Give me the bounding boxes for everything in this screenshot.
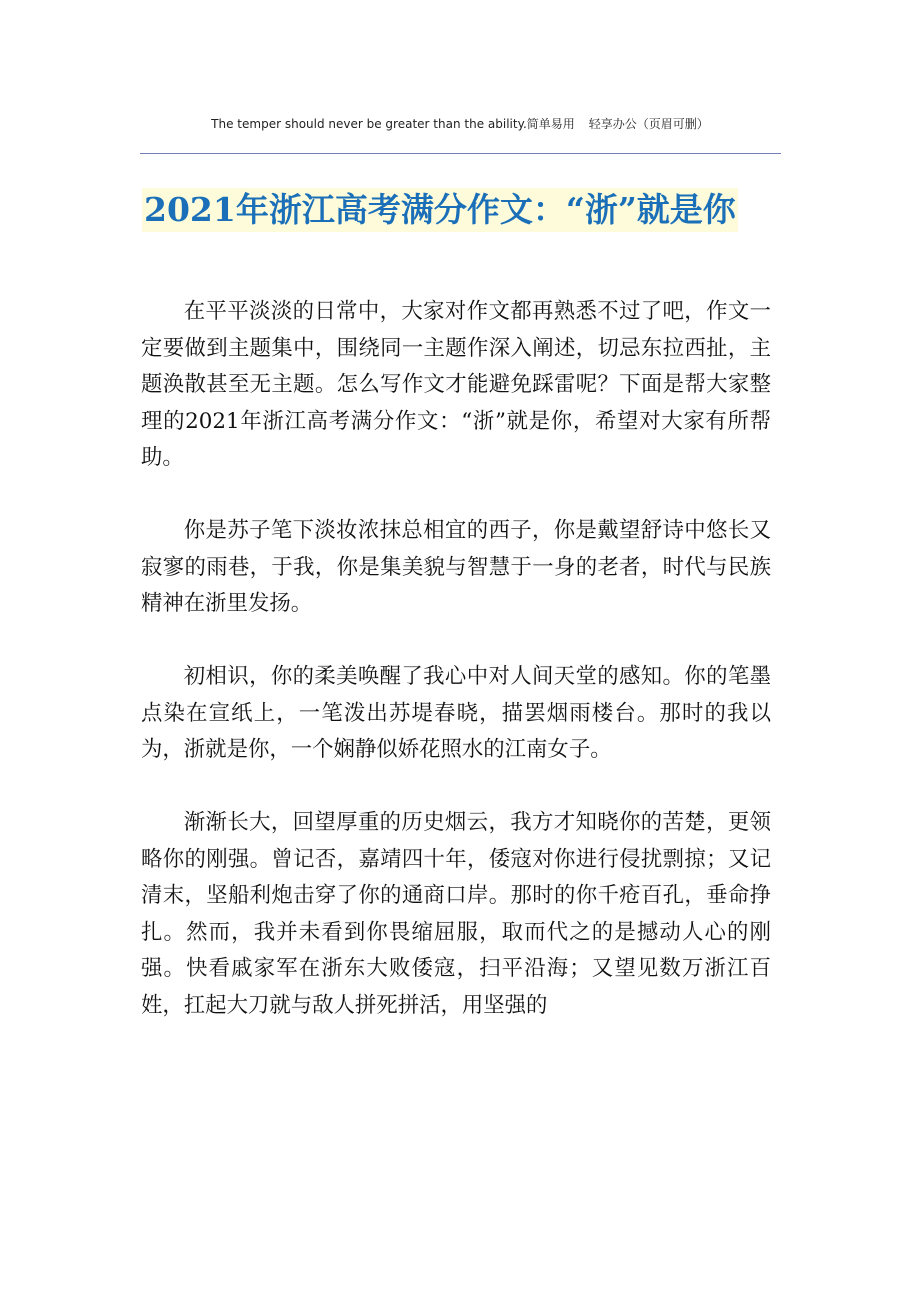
document-body	[141, 294, 771, 1061]
body-paragraph-4: 渐渐长大，回望厚重的历史烟云，我方才知晓你的苦楚，更领略你的刚强。曾记否，嘉靖四十年，倭寇对你进行侵扰剽掠；又记清末，坚船利炮击穿了你的通商口岸。那时的你千疮百孔，垂命挣扎。然而，我并未看到你畏缩屈服，取而代之的是撼动人心的刚强。快看戚家军在浙东大败倭寇，扫平沿海；又望见数万浙江百姓，扛起大刀就与敌人拼死拼活，用坚强的	[141, 810, 771, 1018]
header-motto: The temper should never be greater than the ability.	[211, 117, 527, 131]
body-paragraph-1: 在平平淡淡的日常中，大家对作文都再熟悉不过了吧，作文一定要做到主题集中，围绕同一主题作深入阐述，切忌东拉西扯，主题涣散甚至无主题。怎么写作文才能避免踩雷呢？下面是帮大家整理的2021年浙江高考满分作文：“浙”就是你，希望对大家有所帮助。	[141, 299, 771, 470]
body-paragraph-3: 初相识，你的柔美唤醒了我心中对人间天堂的感知。你的笔墨点染在宣纸上，一笔泼出苏堤春晓，描罢烟雨楼台。那时的我以为，浙就是你，一个娴静似娇花照水的江南女子。	[141, 664, 771, 762]
header-divider	[140, 153, 781, 154]
header-tagline-1: 简单易用	[526, 117, 575, 131]
page-header	[140, 115, 780, 132]
body-paragraph-2: 你是苏子笔下淡妆浓抹总相宜的西子，你是戴望舒诗中悠长又寂寥的雨巷，于我，你是集美貌与智慧于一身的老者，时代与民族精神在浙里发扬。	[141, 518, 771, 616]
header-tagline-2: 轻享办公（页眉可删）	[588, 117, 709, 131]
document-title: 2021年浙江高考满分作文：“浙”就是你	[142, 188, 738, 232]
